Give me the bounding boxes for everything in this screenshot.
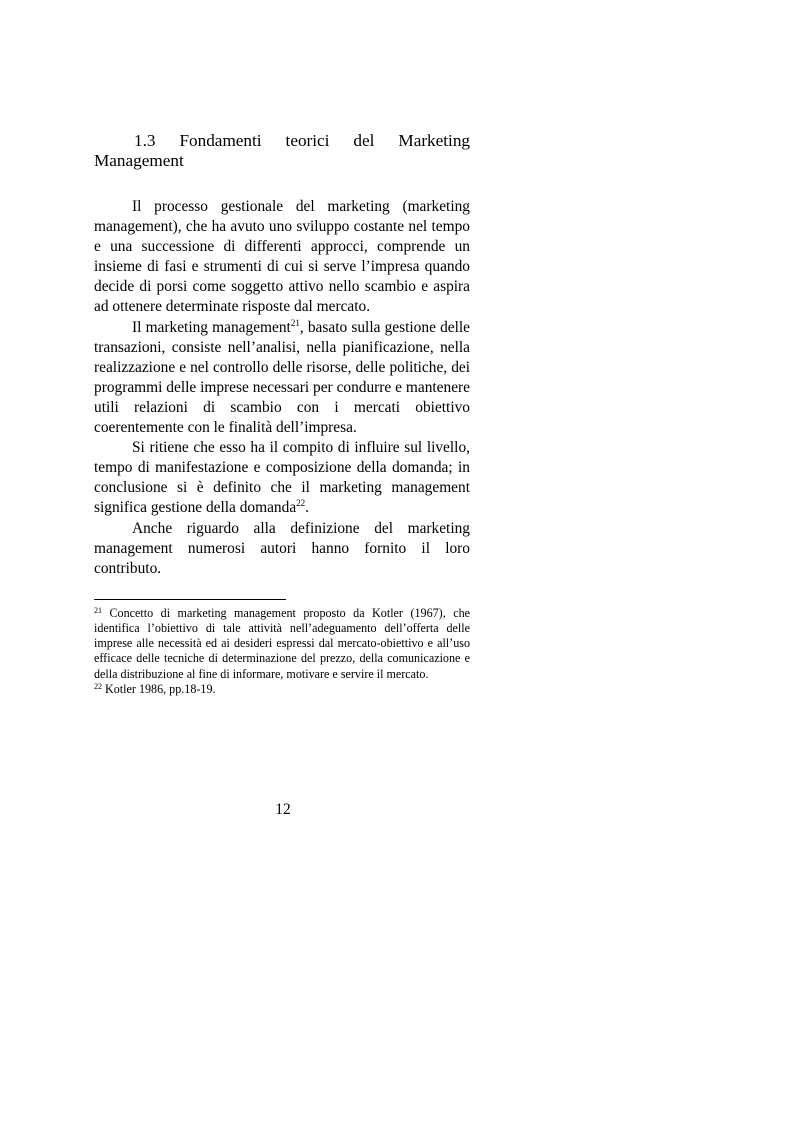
paragraph-4 [94, 519, 470, 579]
paragraph-1 [94, 197, 470, 318]
footnote-22-text: Kotler 1986, pp.18-19. [102, 681, 216, 696]
page-number: 12 [275, 801, 291, 818]
footnote-21 [94, 606, 470, 682]
paragraph-2-text-after: , basato sulla gestione delle transazioni, consiste nell’analisi, nella pianificazione, nella realizzazione e nel controllo delle risorse, delle politiche, dei programmi delle imprese necessari per condurre e mantenere utili relazioni di scambio con i mercati obiettivo coerentemente con le finalità dell’impresa. [94, 318, 471, 437]
footnote-reference-22: 22 [296, 498, 306, 509]
footnote-22 [94, 682, 470, 697]
page-content [94, 131, 470, 697]
footnote-separator [94, 599, 286, 600]
footnote-21-text: Concetto di marketing management proposto da Kotler (1967), che identifica l’obiettivo di tale attività nell’adeguamento dell’offerta delle imprese alle necessità ed ai desideri espressi dal mercato-obiettivo e all’uso efficace delle tecniche di determinazione del prezzo, della comunicazione e della distribuzione al fine di informare, motivare e servire il mercato. [94, 605, 470, 681]
paragraph-1-text: Il processo gestionale del marketing (marketing management), che ha avuto uno sviluppo costante nel tempo e una successione di differenti approcci, comprende un insieme di fasi e strumenti di cui si serve l’impresa quando decide di porsi come soggetto attivo nello scambio e aspira ad ottenere determinate risposte dal mercato. [94, 198, 470, 316]
paragraph-3-text-after: . [305, 499, 310, 517]
footnote-reference-21: 21 [290, 317, 300, 328]
heading-spacer [94, 171, 470, 197]
paragraph-3-text-before: Si ritiene che esso ha il compito di influire sul livello, tempo di manifestazione e composizione della domanda; in conclusione si è definito che il marketing management significa gestione della domanda [94, 439, 470, 517]
section-number: 1.3 [134, 131, 156, 150]
paragraph-4-text: Anche riguardo alla definizione del marketing management numerosi autori hanno fornito il loro contributo. [94, 519, 470, 577]
footnote-21-number: 21 [94, 605, 102, 615]
paragraph-2 [94, 318, 470, 439]
footnote-22-number: 22 [94, 681, 102, 691]
section-heading [94, 131, 470, 171]
paragraph-2-text-before: Il marketing management [132, 318, 291, 336]
paragraph-3 [94, 438, 470, 518]
section-title: Fondamenti teorici del Marketing Management [94, 131, 471, 170]
